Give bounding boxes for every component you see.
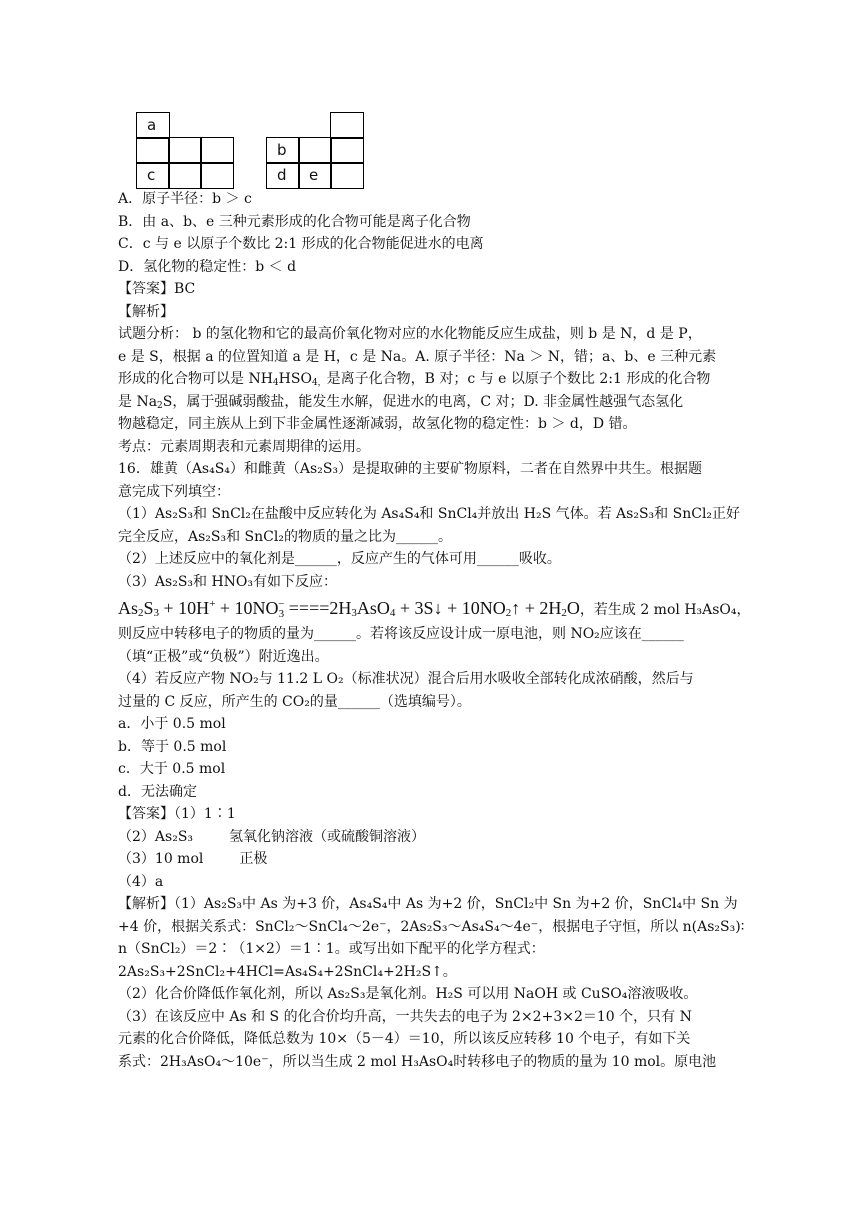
analysis-line <box>118 391 738 414</box>
question-16-part1: 完全反应，As₂S₃和 SnCl₂的物质的量之比为______。 <box>118 528 452 545</box>
cell-empty <box>136 137 170 164</box>
cell-e-label: e <box>309 166 319 184</box>
document-page <box>118 108 751 1073</box>
cell-a-label: a <box>147 116 157 134</box>
explanation-line: 系式：2H₃AsO₄～10e⁻，所以当生成 2 mol H₃AsO₄时转移电子的物质的量为 10 mol。原电池 <box>118 1053 717 1070</box>
text-span: （3）10 mol <box>118 851 204 867</box>
text-span: 正极 <box>239 851 268 867</box>
cell-a <box>136 112 170 139</box>
answer-16-part3 <box>118 848 738 871</box>
explanation-line: 元素的化合价降低，降低总数为 10×（5－4）＝10，所以该反应转移 10 个电子，有如下关 <box>118 1031 691 1047</box>
cell-empty <box>330 112 364 139</box>
subscript: 2 <box>157 400 163 411</box>
reaction-equation-line <box>118 593 751 623</box>
text-span: （2）As₂S₃ <box>118 828 194 845</box>
cell-empty <box>200 162 234 189</box>
cell-b-label: b <box>277 141 287 159</box>
question-16-part3: 则反应中转移电子的物质的量为______。若将该反应设计成一原电池，则 NO₂应该在______ <box>118 626 684 642</box>
analysis-line: e 是 S，根据 a 的位置知道 a 是 H，c 是 Na。A. 原子半径：Na ＞ N，错；a、b、e 三种元素 <box>118 348 717 365</box>
question-16-part4: 过量的 C 反应，所产生的 CO₂的量______（选填编号）。 <box>118 693 471 710</box>
cell-d-label: d <box>277 166 287 184</box>
question-16-part3: （3）As₂S₃和 HNO₃有如下反应： <box>118 573 338 590</box>
question-16-part4: （4）若反应产物 NO₂与 11.2 L O₂（标准状况）混合后用水吸收全部转化成浓硝酸，然后与 <box>118 671 694 687</box>
choice-c: c．大于 0.5 mol <box>118 761 226 777</box>
analysis-line: 物越稳定，同主族从上到下非金属性逐渐减弱，故氢化物的稳定性：b ＞ d，D 错。 <box>118 416 637 432</box>
periodic-table-figure <box>118 108 738 188</box>
option-d: D．氢化物的稳定性：b ＜ d <box>118 258 297 275</box>
reaction-equation: $As_2S_3 + 10H^+ + 10NO_3^- ====2H_3AsO_4$ + 3S↓ + $10NO_2↑ + 2H_2O$ <box>118 598 580 620</box>
text-span: 形成的化合物可以是 NH <box>118 371 273 387</box>
explanation-line: +4 价，根据关系式：SnCl₂～SnCl₄～2e⁻，2As₂S₃～As₄S₄～4e⁻，根据电子守恒，所以 n(As₂S₃)∶ <box>118 918 745 935</box>
explanation-line: n（SnCl₂）＝2∶（1×2）＝1∶1。或写出如下配平的化学方程式： <box>118 941 545 957</box>
explanation-line: 【解析】（1）As₂S₃中 As 为+3 价，As₄S₄中 As 为+2 价，SnCl₂中 Sn 为+2 价，SnCl₄中 Sn 为 <box>118 896 738 912</box>
option-c: C．c 与 e 以原子个数比 2:1 形成的化合物能促进水的电离 <box>118 236 484 252</box>
question-16-stem: 16．雄黄（As₄S₄）和雌黄（As₂S₃）是提取砷的主要矿物原料，二者在自然界中共生。根据题 <box>118 461 703 477</box>
answer-15: 【答案】BC <box>118 281 196 297</box>
text-span: HSO <box>278 371 312 387</box>
choice-b: b．等于 0.5 mol <box>118 738 227 755</box>
analysis-line: 试题分析： b 的氢化物和它的最高价氧化物对应的水化物能反应生成盐，则 b 是 N，d 是 P， <box>118 326 702 342</box>
explanation-line: （3）在该反应中 As 和 S 的化合价均升高，一共失去的电子为 2×2+3×2＝10 个，只有 N <box>118 1008 692 1025</box>
cell-empty <box>168 137 202 164</box>
option-b: B．由 a、b、e 三种元素形成的化合物可能是离子化合物 <box>118 213 471 230</box>
question-16-stem: 意完成下列填空： <box>118 483 230 500</box>
answer-16: 【答案】（1）1∶1 <box>118 806 236 822</box>
cell-c <box>136 162 170 189</box>
answer-16-part4: （4）a <box>118 873 164 890</box>
analysis-heading: 【解析】 <box>118 303 174 320</box>
subscript: 4 <box>272 378 279 388</box>
explanation-line: （2）化合价降低作氧化剂，所以 As₂S₃是氧化剂。H₂S 可以用 NaOH 或 CuSO₄溶液吸收。 <box>118 986 698 1002</box>
text-span: 是 Na <box>118 393 158 410</box>
cell-empty <box>330 162 364 189</box>
question-16-part3: （填“正极”或“负极”）附近逸出。 <box>118 648 329 665</box>
key-point: 考点：元素周期表和元素周期律的运用。 <box>118 438 370 455</box>
cell-c-label: c <box>147 166 156 184</box>
subscript: 4， <box>311 378 327 388</box>
cell-b <box>266 137 300 164</box>
answer-16-part2 <box>118 826 738 849</box>
text-span: 氢氧化钠溶液（或硫酸铜溶液） <box>229 828 426 845</box>
cell-empty <box>200 137 234 164</box>
question-16-part2: （2）上述反应中的氧化剂是______，反应产生的气体可用______吸收。 <box>118 551 561 567</box>
cell-empty <box>298 137 332 164</box>
text-span: 是离子化合物，B 对；c 与 e 以原子个数比 2:1 形成的化合物 <box>326 371 711 387</box>
equation-tail: ，若生成 2 mol H₃AsO₄， <box>579 602 751 618</box>
cell-d <box>266 162 300 189</box>
cell-empty <box>330 137 364 164</box>
question-16-part1: （1）As₂S₃和 SnCl₂在盐酸中反应转化为 As₄S₄和 SnCl₄并放出 H₂S 气体。若 As₂S₃和 SnCl₂正好 <box>118 506 741 522</box>
cell-e <box>298 162 332 189</box>
explanation-line: 2As₂S₃+2SnCl₂+4HCl=As₄S₄+2SnCl₄+2H₂S↑。 <box>118 963 457 980</box>
analysis-line <box>118 368 738 391</box>
cell-empty <box>168 162 202 189</box>
choice-d: d．无法确定 <box>118 783 197 800</box>
choice-a: a．小于 0.5 mol <box>118 716 226 732</box>
text-span: S，属于强碱弱酸盐，能发生水解，促进水的电离，C 对；D. 非金属性越强气态氢化 <box>162 393 684 410</box>
option-a: A．原子半径：b ＞ c <box>118 191 252 207</box>
